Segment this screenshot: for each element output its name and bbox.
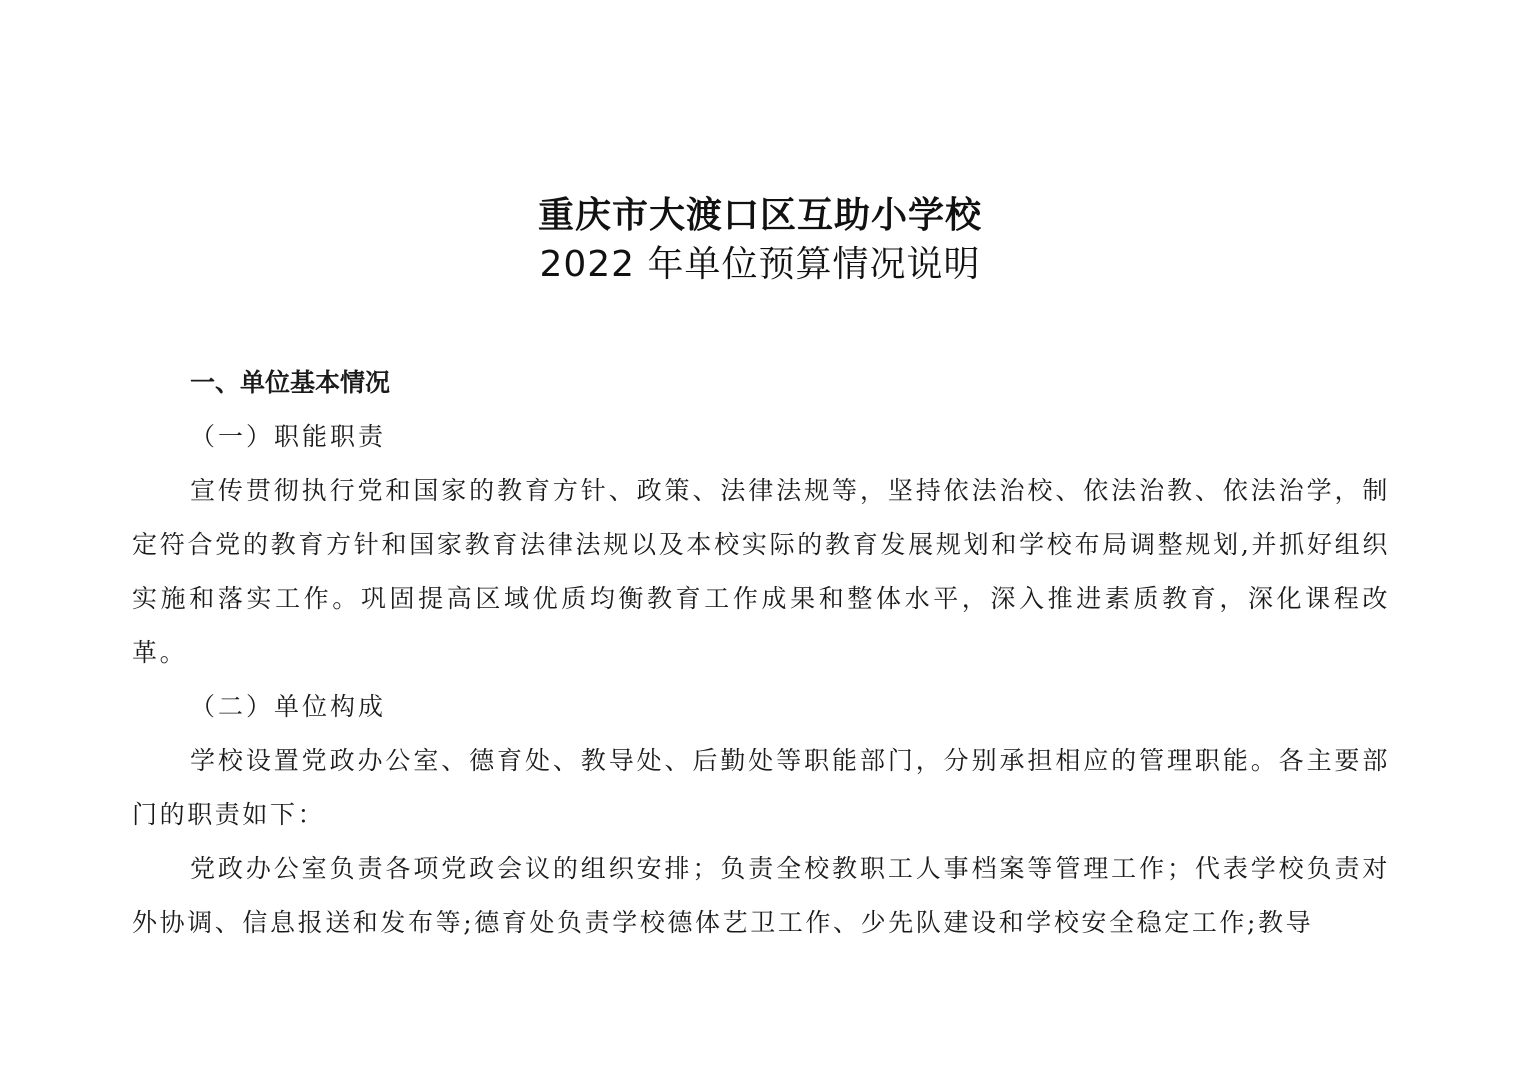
document-body — [132, 356, 1390, 950]
title-report-name: 2022 年单位预算情况说明 — [539, 244, 981, 285]
subheading-composition: （二）单位构成 — [190, 692, 387, 721]
subheading-functions: （一）职能职责 — [190, 422, 387, 451]
section-heading-basic-info: 一、单位基本情况 — [190, 368, 391, 397]
title-school-name: 重庆市大渡口区互助小学校 — [537, 194, 982, 236]
paragraph-department-duties: 党政办公室负责各项党政会议的组织安排；负责全校教职工人事档案等管理工作；代表学校负责对外协调、信息报送和发布等;德育处负责学校德体艺卫工作、少先队建设和学校安全稳定工作;教导 — [132, 854, 1390, 937]
paragraph-functions: 宣传贯彻执行党和国家的教育方针、政策、法律法规等，坚持依法治校、依法治教、依法治学，制定符合党的教育方针和国家教育法律法规以及本校实际的教育发展规划和学校布局调整规划,并抓好组织实施和落实工作。巩固提高区域优质均衡教育工作成果和整体水平，深入推进素质教育，深化课程改革。 — [132, 476, 1390, 667]
document-title — [0, 190, 1520, 290]
paragraph-composition-intro: 学校设置党政办公室、德育处、教导处、后勤处等职能部门，分别承担相应的管理职能。各主要部门的职责如下： — [132, 746, 1390, 829]
